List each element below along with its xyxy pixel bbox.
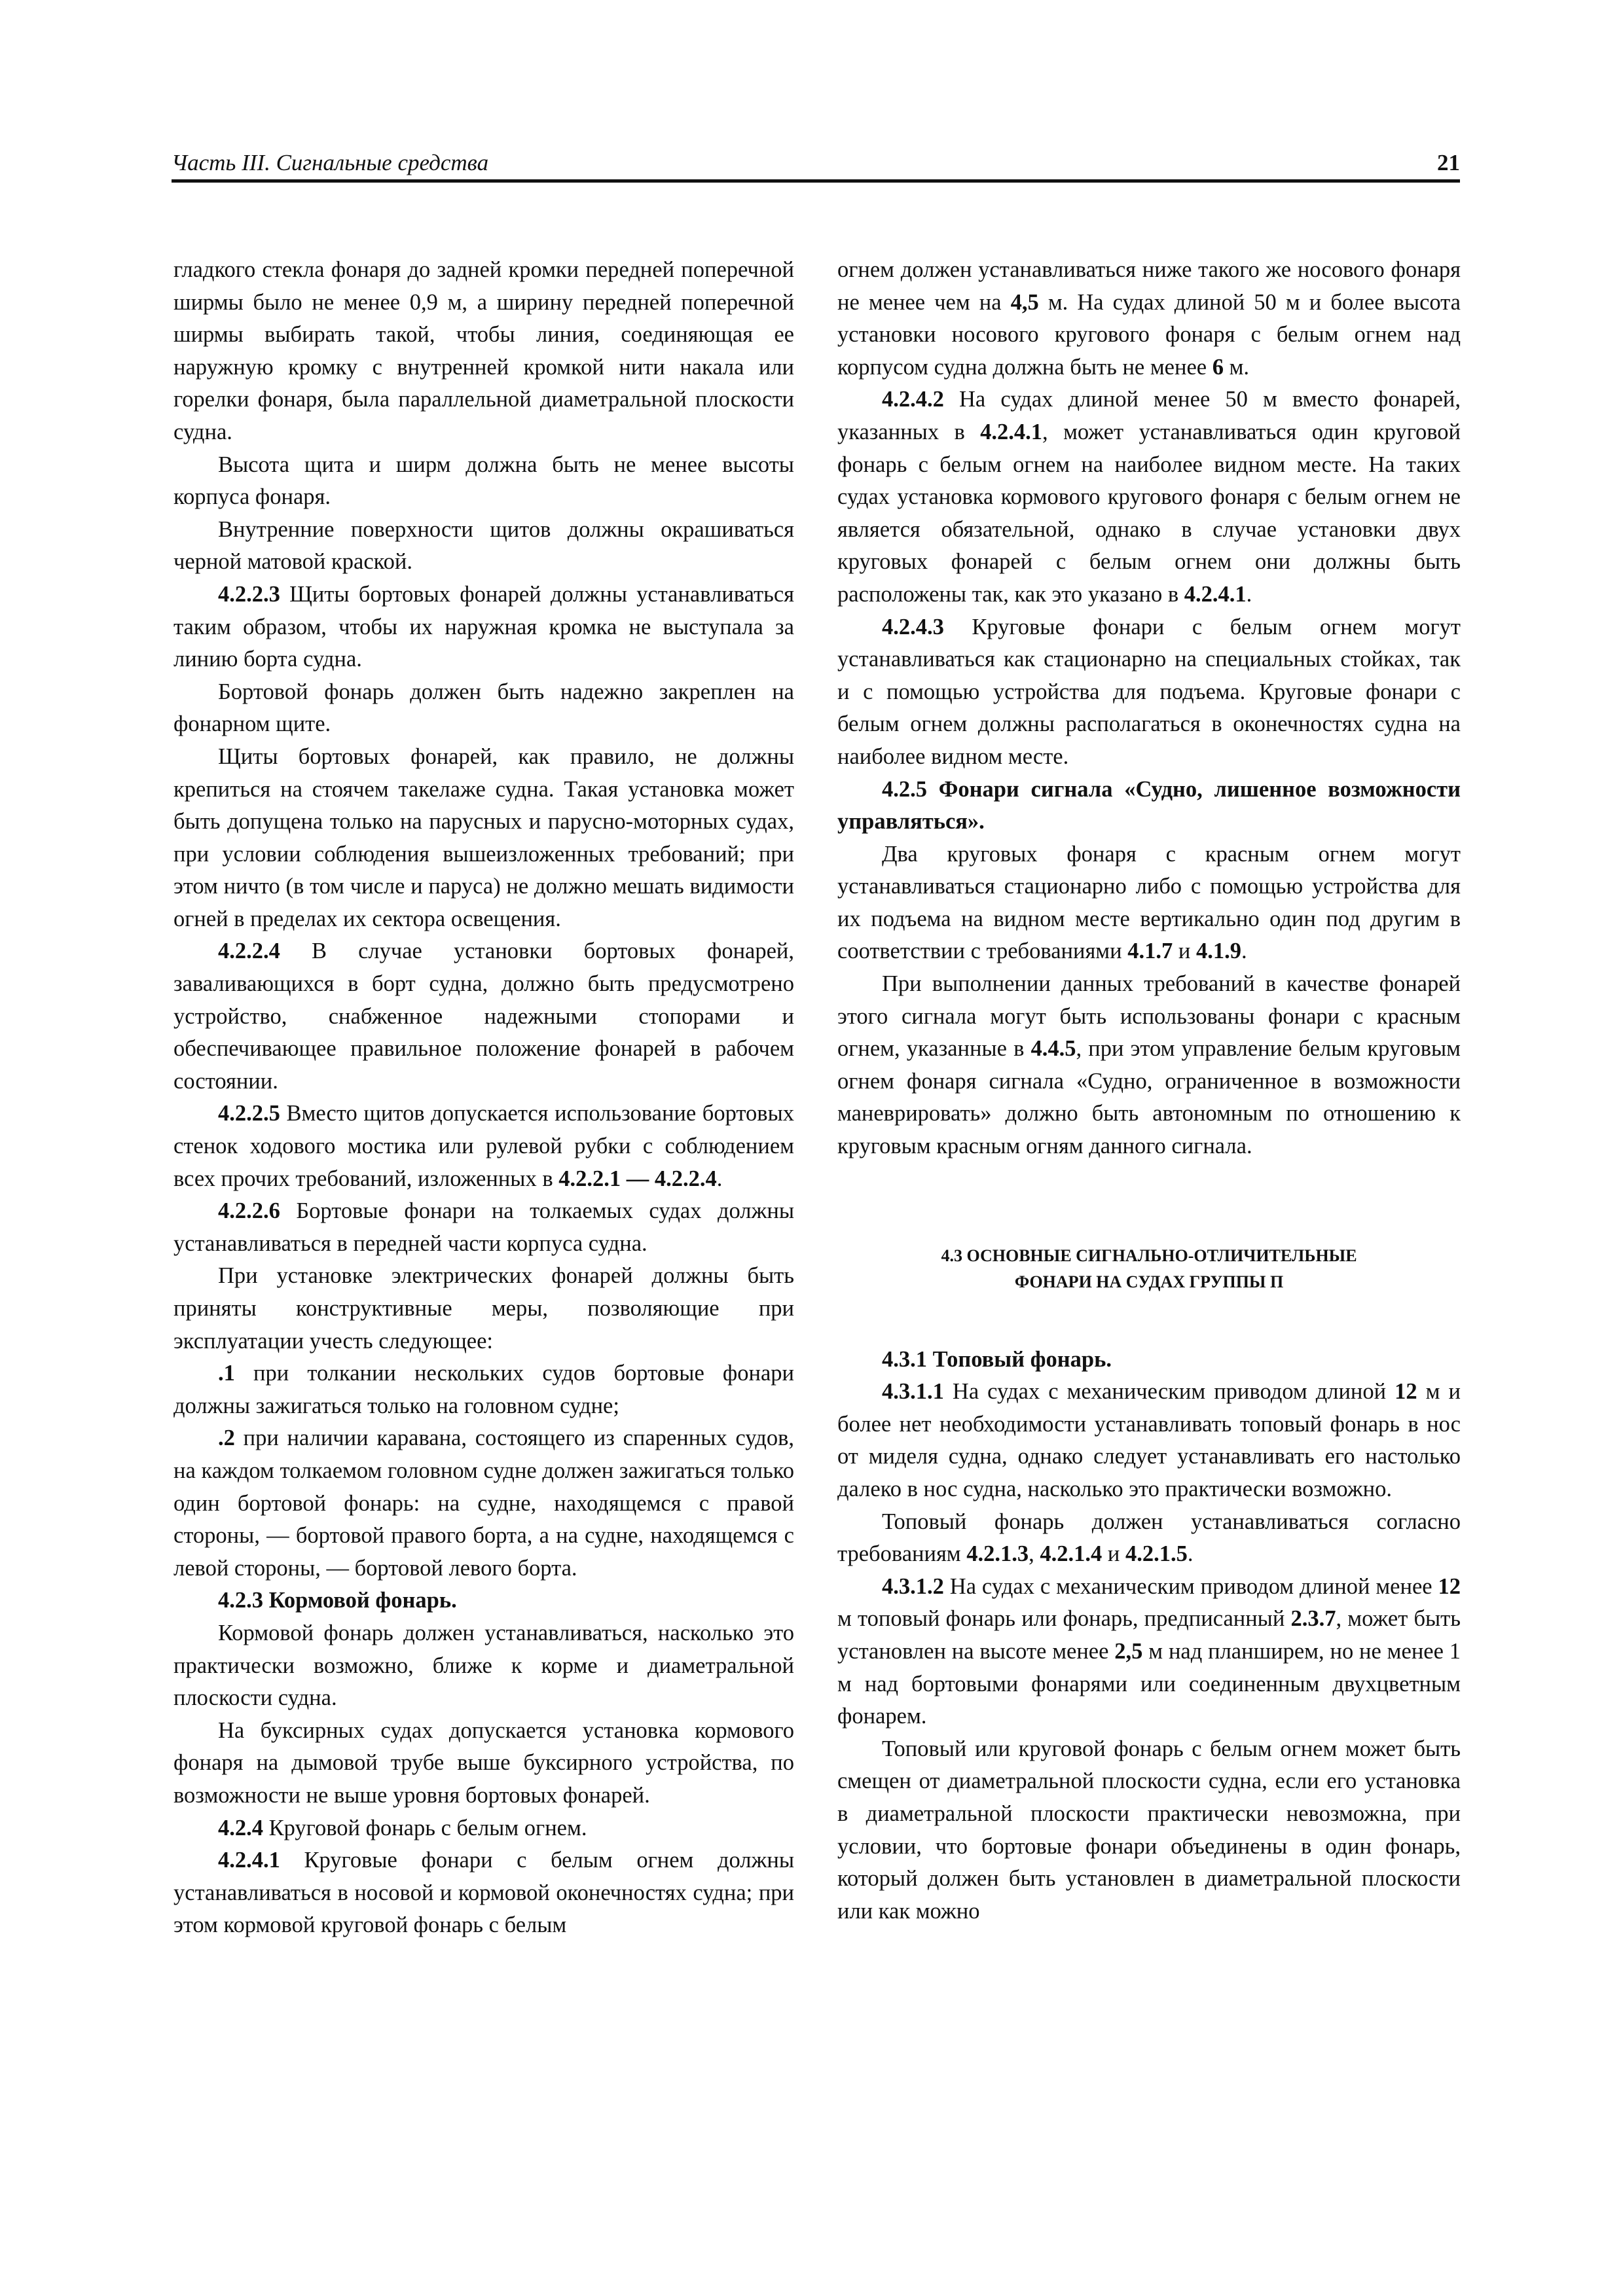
page-number: 21 bbox=[1437, 150, 1460, 175]
heading-4-2-4 bbox=[173, 1812, 794, 1845]
clause-number: 4.2.2.5 bbox=[218, 1101, 280, 1126]
paragraph-side-light-fixing: Бортовой фонарь должен быть надежно закреплен на фонарном щите. bbox=[173, 679, 794, 737]
clause-reference: 4.4.5 bbox=[1030, 1036, 1076, 1062]
section-spacer bbox=[837, 1163, 1461, 1243]
paragraph-4-2-2-5: 4.2.2.5 Вместо щитов допускается использование бортовых стенок ходового мостика или рулевой рубки с соблюдением всех прочих требований, изложенных в 4.2.2.1 — 4.2.2.4. bbox=[173, 1101, 794, 1191]
clause-reference: 4.2.4.1 bbox=[980, 419, 1043, 444]
paragraph-4-2-2-3: 4.2.2.3 Щиты бортовых фонарей должны устанавливаться таким образом, чтобы их наружная кромка не выступала за линию борта судна. bbox=[173, 581, 794, 672]
clause-number: 4.3.1.1 bbox=[882, 1379, 944, 1405]
clause-number: 4.2.4 bbox=[218, 1815, 263, 1840]
clause-number: 4.2.4.2 bbox=[882, 387, 944, 412]
paragraph-electric-lights: При установке электрических фонарей должны быть приняты конструктивные меры, позволяющие при эксплуатации учесть следующее: bbox=[173, 1263, 794, 1354]
clause-reference: 4.1.9 bbox=[1195, 939, 1241, 964]
paragraph-4-3-1-2: 4.3.1.2 На судах с механическим приводом длиной менее 12 м топовый фонарь или фонарь, предписанный 2.3.7, может быть установлен на высоте менее 2,5 м над планширем, но не менее 1 м над бортовыми фонарями или соединенным двухцветным фонарем. bbox=[837, 1573, 1461, 1729]
paragraph-4-2-4-1-continued: огнем должен устанавливаться ниже такого же носового фонаря не менее чем на 4,5 м. На судах длиной 50 м и более высота установки носового кругового фонаря с белым огнем над корпусом судна должна быть не менее 6 м. bbox=[837, 257, 1461, 380]
paragraph-offset-light: Топовый или круговой фонарь с белым огнем может быть смещен от диаметральной плоскости судна, если его установка в диаметральной плоскости практически невозможна, при условии, что бортовые фонари объединены в один фонарь, который должен быть установлен в диаметральной плоскости или как можно bbox=[837, 1736, 1461, 1924]
page-header bbox=[172, 145, 1460, 183]
clause-number: 4.2.3 bbox=[218, 1588, 263, 1613]
paragraph-towing-vessels: На буксирных судах допускается установка кормового фонаря на дымовой трубе выше буксирного устройства, по возможности не выше уровня бортовых фонарей. bbox=[173, 1717, 794, 1808]
paragraph-shield-height: Высота щита и ширм должна быть не менее высоты корпуса фонаря. bbox=[173, 452, 794, 510]
clause-heading: Круговой фонарь с белым огнем. bbox=[263, 1815, 587, 1840]
right-column bbox=[837, 254, 1461, 1928]
clause-number: 4.3.1 bbox=[882, 1346, 927, 1372]
heading-4-2-5 bbox=[837, 774, 1461, 838]
clause-reference: 4.2.2.1 — 4.2.2.4 bbox=[558, 1166, 717, 1191]
heading-4-3-1 bbox=[837, 1344, 1461, 1376]
list-item-2: .2 при наличии каравана, состоящего из спаренных судов, на каждом толкаемом головном судне должен зажигаться только один бортовой фонарь: на судне, находящемся с правой стороны, — бортовой правого борта, а на судне, находящемся с левой стороны, — бортовой левого борта. bbox=[173, 1426, 794, 1581]
running-header-title: Часть III. Сигнальные средства bbox=[172, 150, 489, 175]
clause-number: 4.2.4.1 bbox=[218, 1848, 280, 1873]
clause-heading: Кормовой фонарь. bbox=[263, 1588, 457, 1613]
paragraph-two-red-lights: Два круговых фонаря с красным огнем могут устанавливаться стационарно либо с помощью устройства для их подъема на видном месте вертикально один под другим в соответствии с требованиями 4.1.7 и 4.1.9. bbox=[837, 841, 1461, 964]
clause-heading: Фонари сигнала «Судно, лишенное возможности управляться». bbox=[837, 776, 1461, 834]
list-item-1: .1 при толкании нескольких судов бортовые фонари должны зажигаться только на головном судне; bbox=[173, 1361, 794, 1418]
clause-reference: 4.2.1.3 bbox=[966, 1541, 1029, 1567]
clause-number: 4.2.2.4 bbox=[218, 939, 280, 964]
paragraph-4-2-4-2: 4.2.4.2 На судах длиной менее 50 м вместо фонарей, указанных в 4.2.4.1, может устанавливаться один круговой фонарь с белым огнем на наиболее видном месте. На таких судах установка кормового кругового фонаря с белым огнем не является обязательной, однако в случае установки двух круговых фонарей с белым огнем они должны быть расположены так, как это указано в 4.2.4.1. bbox=[837, 387, 1461, 607]
list-number: .2 bbox=[218, 1426, 235, 1451]
clause-number: 4.2.4.3 bbox=[882, 614, 944, 639]
heading-4-2-3 bbox=[173, 1585, 794, 1617]
paragraph-inner-surfaces: Внутренние поверхности щитов должны окрашиваться черной матовой краской. bbox=[173, 516, 794, 575]
paragraph-4-2-4-1: 4.2.4.1 Круговые фонари с белым огнем должны устанавливаться в носовой и кормовой оконечностях судна; при этом кормовой круговой фонарь с белым bbox=[173, 1848, 794, 1938]
clause-reference: 2.3.7 bbox=[1290, 1606, 1336, 1632]
paragraph-4-2-2-6: 4.2.2.6 Бортовые фонари на толкаемых судах должны устанавливаться в передней части корпуса судна. bbox=[173, 1198, 794, 1256]
paragraph-stern-light: Кормовой фонарь должен устанавливаться, насколько это практически возможно, ближе к корме и диаметральной плоскости судна. bbox=[173, 1620, 794, 1711]
clause-reference: 4.1.7 bbox=[1127, 939, 1173, 964]
paragraph-4-3-1-1: 4.3.1.1 На судах с механическим приводом длиной 12 м и более нет необходимости устанавливать топовый фонарь в нос от миделя судна, однако следует устанавливать его настолько далеко в нос судна, насколько это практически возможно. bbox=[837, 1379, 1461, 1501]
paragraph-4-2-2-4: 4.2.2.4 В случае установки бортовых фонарей, заваливающихся в борт судна, должно быть предусмотрено устройство, снабженное надежными стопорами и обеспечивающее правильное положение фонарей в рабочем состоянии. bbox=[173, 939, 794, 1094]
paragraph-4-2-4-3: 4.2.4.3 Круговые фонари с белым огнем могут устанавливаться как стационарно на специальных стойках, так и с помощью устройства для подъема. Круговые фонари с белым огнем должны располагаться в оконечностях судна на наиболее видном месте. bbox=[837, 614, 1461, 769]
left-column bbox=[173, 254, 794, 1942]
list-number: .1 bbox=[218, 1361, 235, 1386]
clause-heading: Топовый фонарь. bbox=[927, 1346, 1112, 1372]
clause-number: 4.2.2.3 bbox=[218, 581, 280, 607]
clause-number: 4.2.2.6 bbox=[218, 1198, 280, 1224]
section-spacer bbox=[837, 1295, 1461, 1344]
clause-reference: 4.2.1.5 bbox=[1125, 1541, 1188, 1567]
paragraph-signal-requirements: При выполнении данных требований в качестве фонарей этого сигнала могут быть использованы фонари с красным огнем, указанные в 4.4.5, при этом управление белым круговым огнем фонаря сигнала «Судно, ограниченное в возможности маневрировать» должно быть автономным по отношению к круговым красным огням данного сигнала. bbox=[837, 971, 1461, 1159]
paragraph-shield-rigging: Щиты бортовых фонарей, как правило, не должны крепиться на стоячем такелаже судна. Такая установка может быть допущена только на парусных и парусно-моторных судах, при условии соблюдения вышеизложенных требований; при этом ничто (в том числе и паруса) не должно мешать видимости огней в пределах их сектора освещения. bbox=[173, 744, 794, 931]
clause-number: 4.2.5 bbox=[882, 776, 927, 802]
clause-number: 4.3.1.2 bbox=[882, 1573, 944, 1599]
clause-reference: 4.2.4.1 bbox=[1184, 581, 1247, 607]
paragraph-continuation: гладкого стекла фонаря до задней кромки передней поперечной ширмы было не менее 0,9 м, а ширину передней поперечной ширмы выбирать такой, чтобы линия, соединяющая ее наружную кромку с внутренней кромкой нити накала или горелки фонаря, была параллельной диаметральной плоскости судна. bbox=[173, 257, 794, 444]
section-title-4-3: 4.3 ОСНОВНЫЕ СИГНАЛЬНО-ОТЛИЧИТЕЛЬНЫЕ ФОНАРИ НА СУДАХ ГРУППЫ П bbox=[941, 1246, 1357, 1291]
clause-reference: 4.2.1.4 bbox=[1040, 1541, 1103, 1567]
paragraph-masthead-requirements: Топовый фонарь должен устанавливаться согласно требованиям 4.2.1.3, 4.2.1.4 и 4.2.1.5. bbox=[837, 1509, 1461, 1567]
